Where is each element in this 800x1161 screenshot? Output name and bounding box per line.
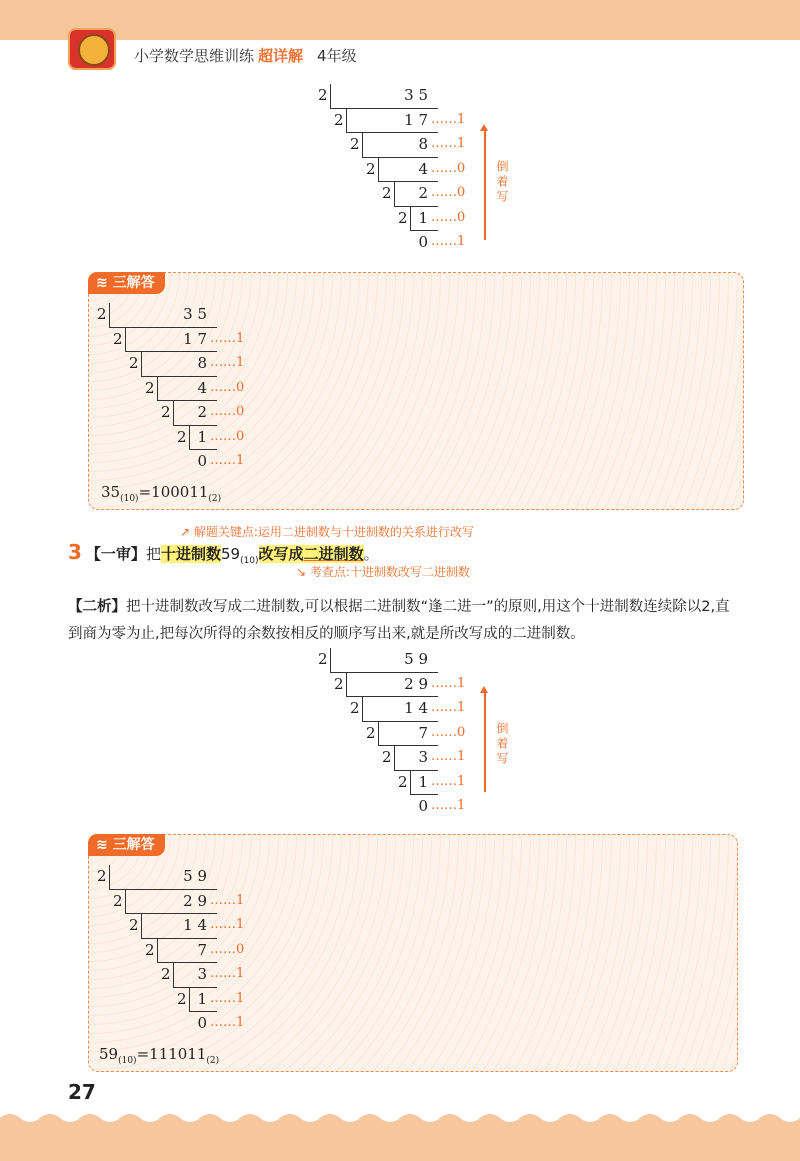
ladder59-bracket-horizontal [378,745,438,746]
ladder35-divisor: 2 [350,135,360,153]
ladder35-remainder: ……1 [431,234,466,249]
conversion-result: $35_{(10)}=100011_{(2)}$ [101,483,222,504]
division-ladder-35 [318,86,518,266]
ladder35-answer-bracket-vertical [109,303,110,328]
highlight-binary: 二进制数 [303,545,364,563]
ladder59-answer-bracket-vertical [125,890,126,915]
ladder35-bracket-horizontal [410,230,438,231]
ladder59-answer-bracket-vertical [141,914,142,939]
ladder59-answer-dividend: 1 [197,989,207,1008]
ladder59-bracket-vertical [362,697,363,722]
ladder59-bracket-horizontal [410,794,438,795]
ladder35-answer-remainder: ……1 [210,355,245,370]
ladder35-answer-bracket-vertical [141,352,142,377]
ladder35-bracket-vertical [330,84,331,109]
ladder35-answer-dividend: 0 [197,452,207,470]
ladder35-dividend: 4 [418,159,428,178]
ladder35-dividend: 2 [418,184,428,202]
ladder59-remainder: ……1 [431,798,466,813]
ladder59-answer-bracket-horizontal [125,913,217,914]
ladder35-answer-bracket-horizontal [141,376,217,377]
answer-tag-2: ≋ 三解答 [88,834,165,856]
ladder59-answer-divisor: 2 [113,891,123,910]
ladder59-answer-dividend: 2 9 [183,891,207,910]
ladder59-divisor: 2 [382,748,392,766]
ladder59-bracket-vertical [394,746,395,771]
ladder59-remainder: ……1 [431,749,466,764]
ladder35-answer-dividend: 3 5 [183,305,207,323]
ladder59-answer-remainder: ……1 [210,892,245,908]
ladder59-answer-remainder: ……1 [210,1015,245,1030]
ladder35-answer-bracket-horizontal [125,351,217,352]
wave-edge [0,26,800,44]
ladder59-answer-divisor: 2 [97,867,107,885]
answer-box-35 [88,272,744,510]
ladder59-dividend: 1 [418,772,428,791]
running-header [134,45,357,66]
ladder35-answer-divisor: 2 [113,329,123,348]
ladder35-answer-bracket-vertical [157,377,158,402]
analysis-paragraph: 【二析】把十进制数改写成二进制数,可以根据二进制数“逢二进一”的原则,用这个十进制数连续除以2,直到商为零为止,把每次所得的余数按相反的顺序写出来,就是所改写成的二进制数。 [68,599,730,642]
ladder59-answer-bracket-horizontal [141,938,217,939]
ladder35-answer-divisor: 2 [145,378,155,397]
ladder59-remainder: ……1 [431,675,466,691]
ladder35-bracket-vertical [346,109,347,134]
ladder59-answer-divisor: 2 [177,989,187,1008]
ladder35-answer-dividend: 8 [197,354,207,372]
ladder35-answer-bracket-horizontal [189,449,217,450]
problem-number: 3 [68,540,82,564]
ladder35-remainder: ……0 [431,209,466,225]
ladder35-answer-bracket-vertical [173,401,174,426]
ladder59-bracket-horizontal [346,696,438,697]
ladder35-dividend: 1 [418,208,428,227]
reverse-order-note-2: 倒着写 [495,722,509,767]
ladder59-remainder: ……1 [431,773,466,789]
ladder35-divisor: 2 [318,86,328,104]
division-ladder-35-answer [97,305,297,485]
exam-point-note: ↘ 考查点:十进制数改写二进制数 [296,565,470,579]
ladder35-answer-remainder: ……0 [210,379,245,395]
book-title-highlight: 超详解 [258,47,304,65]
top-decorative-band [0,0,800,40]
ladder59-answer-remainder: ……0 [210,941,245,957]
reverse-order-note: 倒着写 [495,160,509,205]
ladder35-dividend: 1 7 [404,110,428,129]
conversion-result-2: $59_{(10)}=111011_{(2)}$ [99,1045,220,1066]
ladder59-dividend: 1 4 [404,699,428,717]
ladder59-answer-divisor: 2 [161,965,171,983]
ladder59-remainder: ……0 [431,724,466,740]
ladder35-answer-bracket-horizontal [157,400,217,401]
ladder35-answer-divisor: 2 [97,305,107,323]
ladder59-bracket-vertical [330,648,331,673]
ladder59-answer-bracket-vertical [157,939,158,964]
ladder59-answer-bracket-horizontal [173,987,217,988]
ladder59-divisor: 2 [334,674,344,693]
ladder35-answer-dividend: 1 [197,427,207,446]
page-number: 27 [68,1080,96,1104]
ladder35-answer-dividend: 2 [197,403,207,421]
problem-statement: 3 【一审】把十进制数$59_{(10)}$改写成二进制数。 [68,540,379,566]
ladder35-dividend: 3 5 [404,86,428,104]
ladder35-dividend: 8 [418,135,428,153]
logo-emblem-icon [78,34,110,66]
ladder59-answer-dividend: 3 [197,965,207,983]
ladder35-remainder: ……0 [431,160,466,176]
ladder59-dividend: 5 9 [404,650,428,668]
ladder59-answer-dividend: 7 [197,940,207,959]
ladder35-answer-divisor: 2 [129,354,139,372]
ladder35-divisor: 2 [382,184,392,202]
ladder59-bracket-vertical [346,673,347,698]
answer-box-59 [88,834,738,1072]
ladder59-answer-bracket-vertical [109,865,110,890]
ladder59-bracket-vertical [378,722,379,747]
grade-label: 4年级 [317,47,357,65]
ladder59-divisor: 2 [318,650,328,668]
ladder35-bracket-horizontal [346,132,438,133]
ladder59-bracket-horizontal [394,770,438,771]
answer-tag: ≋ 三解答 [88,272,165,294]
ladder35-remainder: ……0 [431,185,466,200]
ladder35-answer-remainder: ……1 [210,453,245,468]
ladder35-answer-remainder: ……0 [210,428,245,444]
highlight-decimal: 十进制数 [160,545,221,563]
division-ladder-59-answer [97,867,297,1047]
bottom-decorative-band [0,1108,800,1161]
ladder59-dividend: 7 [418,723,428,742]
ladder59-answer-divisor: 2 [129,916,139,934]
reverse-order-arrow-2 [484,692,486,792]
ladder59-answer-dividend: 1 4 [183,916,207,934]
ladder59-dividend: 3 [418,748,428,766]
book-title: 小学数学思维训练 [134,47,255,65]
ladder35-bracket-horizontal [362,157,438,158]
ladder35-bracket-vertical [394,182,395,207]
ladder59-remainder: ……1 [431,700,466,715]
ladder59-bracket-horizontal [362,721,438,722]
ladder35-divisor: 2 [398,208,408,227]
ladder35-answer-divisor: 2 [177,427,187,446]
ladder59-answer-remainder: ……1 [210,917,245,932]
division-ladder-59 [318,650,518,830]
ladder59-answer-bracket-vertical [173,963,174,988]
ladder59-divisor: 2 [350,699,360,717]
ladder35-answer-bracket-vertical [125,328,126,353]
ladder59-answer-bracket-horizontal [189,1011,217,1012]
ladder59-dividend: 0 [418,797,428,815]
ladder35-bracket-horizontal [378,181,438,182]
ladder35-bracket-vertical [378,158,379,183]
ladder59-dividend: 2 9 [404,674,428,693]
ladder35-answer-dividend: 4 [197,378,207,397]
series-logo [68,28,116,70]
ladder35-answer-remainder: ……0 [210,404,245,419]
ladder35-answer-dividend: 1 7 [183,329,207,348]
key-point-note: ↗ 解题关键点:运用二进制数与十进制数的关系进行改写 [180,525,474,539]
ladder59-answer-remainder: ……1 [210,990,245,1006]
ladder35-divisor: 2 [366,159,376,178]
ladder35-divisor: 2 [334,110,344,129]
ladder35-answer-divisor: 2 [161,403,171,421]
ladder59-answer-dividend: 5 9 [183,867,207,885]
ladder59-answer-dividend: 0 [197,1014,207,1032]
ladder59-divisor: 2 [398,772,408,791]
ladder35-answer-bracket-horizontal [173,425,217,426]
reverse-order-arrow [484,130,486,240]
ladder59-divisor: 2 [366,723,376,742]
ladder35-remainder: ……1 [431,136,466,151]
ladder59-answer-remainder: ……1 [210,966,245,981]
ladder35-dividend: 0 [418,233,428,251]
ladder35-remainder: ……1 [431,111,466,127]
ladder59-answer-bracket-horizontal [157,962,217,963]
ladder35-answer-remainder: ……1 [210,330,245,346]
ladder59-answer-divisor: 2 [145,940,155,959]
ladder35-bracket-horizontal [394,206,438,207]
ladder35-bracket-vertical [362,133,363,158]
